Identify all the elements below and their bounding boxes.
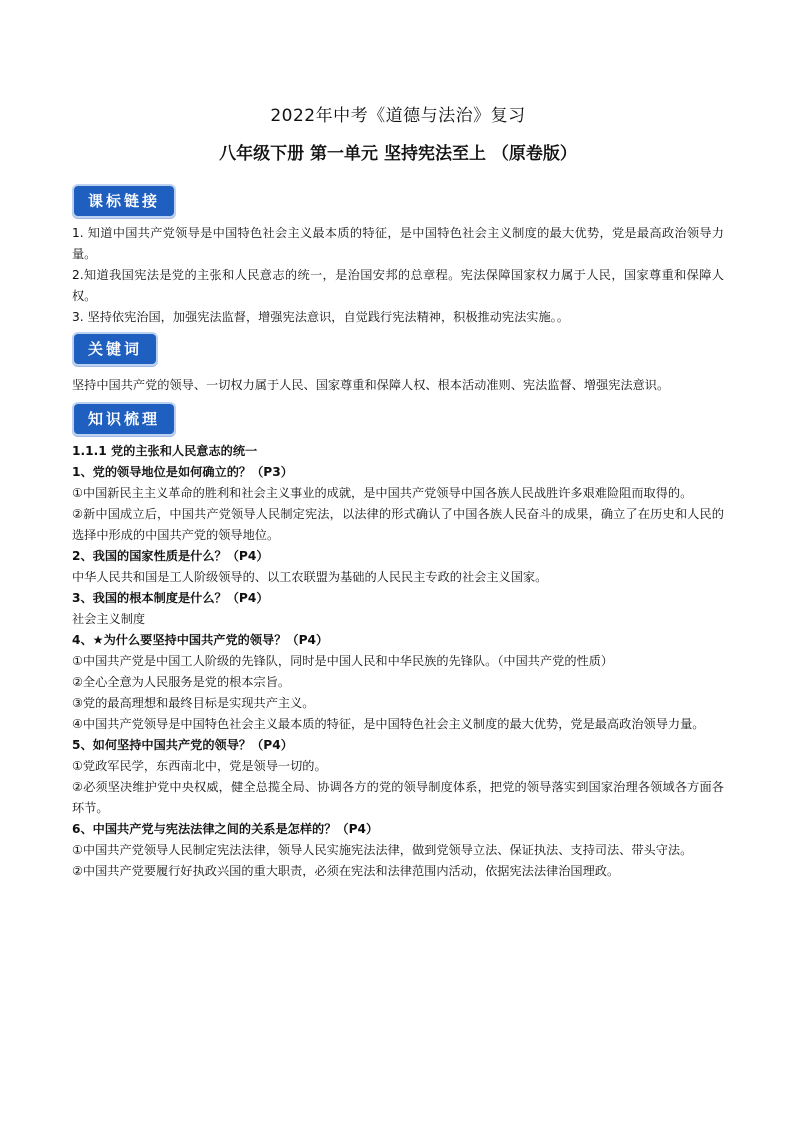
answer-text: ②必须坚决维护党中央权威，健全总揽全局、协调各方的党的领导制度体系，把党的领导落实到国家治理各领域各方面各环节。: [72, 780, 724, 815]
answer-text: ②全心全意为人民服务是党的根本宗旨。: [72, 675, 291, 689]
question-title: 3、我国的根本制度是什么？（P4）: [72, 591, 269, 605]
curriculum-item: 2.知道我国宪法是党的主张和人民意志的统一，是治国安邦的总章程。宪法保障国家权力属于人民，国家尊重和保障人权。: [72, 268, 724, 303]
question-title: 2、我国的国家性质是什么？（P4）: [72, 549, 269, 563]
knowledge-badge-row: [72, 402, 724, 435]
answer-text: ①党政军民学，东西南北中，党是领导一切的。: [72, 759, 327, 773]
qa-block-6: [72, 819, 724, 882]
knowledge-badge: 知识梳理: [72, 402, 176, 436]
curriculum-badge-row: [72, 184, 724, 217]
qa-block-1: [72, 462, 724, 546]
answer-text: ②新中国成立后，中国共产党领导人民制定宪法，以法律的形式确认了中国各族人民奋斗的成果，确立了在历史和人民的选择中形成的中国共产党的领导地位。: [72, 507, 724, 542]
question-title: 5、如何坚持中国共产党的领导？（P4）: [72, 738, 293, 752]
curriculum-item: 1. 知道中国共产党领导是中国特色社会主义最本质的特征，是中国特色社会主义制度的最大优势，党是最高政治领导力量。: [72, 226, 724, 261]
answer-text: ①中国新民主主义革命的胜利和社会主义事业的成就，是中国共产党领导中国各族人民战胜许多艰难险阻而取得的。: [72, 486, 693, 500]
qa-block-4: [72, 630, 724, 735]
answer-text: ①中国共产党领导人民制定宪法法律，领导人民实施宪法法律，做到党领导立法、保证执法、支持司法、带头守法。: [72, 843, 693, 857]
answer-text: 社会主义制度: [72, 612, 146, 626]
knowledge-heading: 1.1.1 党的主张和人民意志的统一: [72, 444, 258, 458]
keywords-badge-row: [72, 332, 724, 365]
curriculum-badge: 课标链接: [72, 184, 176, 218]
qa-block-5: [72, 735, 724, 819]
document-subtitle: 八年级下册 第一单元 坚持宪法至上 （原卷版）: [219, 144, 577, 164]
answer-text: ①中国共产党是中国工人阶级的先锋队，同时是中国人民和中华民族的先锋队。（中国共产党的性质）: [72, 654, 614, 668]
question-title: 6、中国共产党与宪法法律之间的关系是怎样的？（P4）: [72, 822, 379, 836]
qa-block-3: [72, 588, 724, 630]
qa-block-2: [72, 546, 724, 588]
question-title: 4、★为什么要坚持中国共产党的领导？（P4）: [72, 633, 329, 647]
keywords-text: 坚持中国共产党的领导、一切权力属于人民、国家尊重和保障人权、根本活动准则、宪法监督、增强宪法意识。: [72, 378, 670, 392]
answer-text: ③党的最高理想和最终目标是实现共产主义。: [72, 696, 315, 710]
question-title: 1、党的领导地位是如何确立的？（P3）: [72, 465, 293, 479]
curriculum-list: [72, 223, 724, 328]
keywords-badge: 关键词: [72, 332, 158, 366]
answer-text: ②中国共产党要履行好执政兴国的重大职责，必须在宪法和法律范围内活动，依据宪法法律治国理政。: [72, 864, 620, 878]
document-page: [72, 104, 724, 882]
answer-text: 中华人民共和国是工人阶级领导的、以工农联盟为基础的人民民主专政的社会主义国家。: [72, 570, 548, 584]
curriculum-item: 3. 坚持依宪治国，加强宪法监督，增强宪法意识，自觉践行宪法精神，积极推动宪法实施。。: [72, 310, 569, 324]
document-title: 2022年中考《道德与法治》复习: [270, 106, 526, 126]
answer-text: ④中国共产党领导是中国特色社会主义最本质的特征，是中国特色社会主义制度的最大优势，党是最高政治领导力量。: [72, 717, 705, 731]
